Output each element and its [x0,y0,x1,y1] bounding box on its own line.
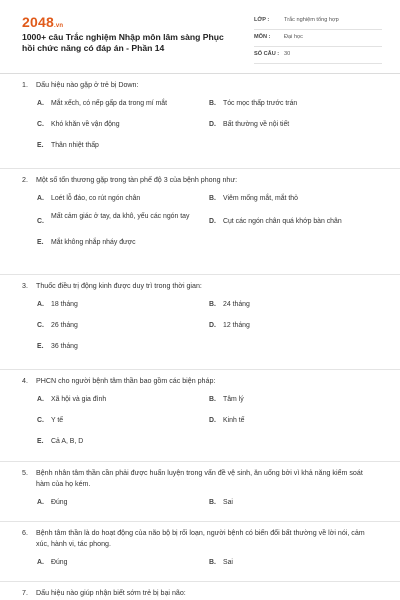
question-2 [0,169,400,275]
option-a[interactable] [37,99,209,109]
document-title: 1000+ câu Trắc nghiệm Nhập môn lâm sàng Phục hồi chức năng có đáp án - Phần 14 [22,32,224,53]
option-text: 24 tháng [223,301,250,308]
question-number: 7. [22,589,28,597]
question-stem: Một số tổn thương gặp trong tàn phế độ 3 của bệnh phong như: [36,176,238,184]
option-d[interactable] [209,120,381,130]
question-stem: Bệnh nhân tâm thần cần phải được huấn luyện trong vấn đề vệ sinh, ăn uống bởi vì khả năng kiểm soát hàm của họ kém. [36,469,363,488]
option-a[interactable] [37,498,209,508]
question-number: 2. [22,176,28,184]
option-e[interactable] [37,141,209,151]
meta-label: LỚP : [254,17,270,23]
site-logo[interactable] [22,14,63,30]
meta-row-class [254,14,382,30]
meta-label: MÔN : [254,34,271,40]
option-letter: D. [209,121,216,128]
option-grid [22,395,386,458]
question-6 [0,522,400,582]
option-b[interactable] [209,194,381,204]
option-letter: B. [209,195,216,202]
question-1 [0,74,400,169]
question-stem: Dấu hiệu nào giúp nhận biết sớm trẻ bị bại não: [36,589,186,597]
option-c[interactable] [37,212,209,227]
option-text: Mất cảm giác ở tay, da khô, yếu các ngón tay [51,213,190,220]
option-letter: A. [37,396,44,403]
option-letter: A. [37,559,44,566]
meta-value: 30 [284,51,291,57]
option-letter: C. [37,322,44,329]
option-a[interactable] [37,558,209,568]
question-5 [0,462,400,522]
option-text: Viêm mống mắt, mắt thỏ [223,195,298,202]
option-e[interactable] [37,437,209,447]
option-text: Khó khăn về vận động [51,121,120,128]
document-meta [254,14,382,65]
option-a[interactable] [37,300,209,310]
option-text: Xã hội và gia đình [51,396,107,403]
option-letter: A. [37,195,44,202]
option-text: Kinh tế [223,417,245,424]
meta-value: Đại học [284,34,303,40]
option-text: Loét lỗ đáo, co rút ngón chân [51,195,141,202]
option-e[interactable] [37,238,209,248]
option-grid [22,498,386,519]
option-letter: D. [209,417,216,424]
option-text: Y tế [51,417,64,424]
meta-row-count [254,48,382,64]
option-d[interactable] [209,321,381,331]
question-4 [0,370,400,462]
question-text [22,588,386,599]
option-text: 36 tháng [51,343,78,350]
question-number: 3. [22,282,28,290]
question-number: 5. [22,469,28,477]
option-letter: B. [209,301,216,308]
question-text [22,80,386,91]
option-letter: C. [37,218,44,225]
option-grid [22,558,386,579]
question-text [22,175,386,186]
option-text: 12 tháng [223,322,250,329]
meta-value: Trắc nghiệm tổng hợp [284,17,339,23]
option-b[interactable] [209,395,381,405]
option-c[interactable] [37,416,209,426]
question-list [0,74,400,600]
option-letter: B. [209,559,216,566]
document-header [0,0,400,68]
question-7 [0,582,400,600]
option-b[interactable] [209,300,381,310]
option-grid [22,99,386,162]
question-3 [0,275,400,370]
option-text: Sai [223,559,233,566]
question-stem: Dấu hiệu nào gặp ở trẻ bị Down: [36,81,139,89]
option-e[interactable] [37,342,209,352]
option-text: Thân nhiệt thấp [51,142,99,149]
question-number: 4. [22,377,28,385]
question-number: 6. [22,529,28,537]
meta-row-subject [254,31,382,47]
option-letter: B. [209,396,216,403]
option-a[interactable] [37,194,209,204]
option-text: Cả A, B, D [51,438,84,445]
option-letter: D. [209,322,216,329]
option-letter: E. [37,438,44,445]
option-text: Tâm lý [223,396,244,403]
option-text: Bất thường về nội tiết [223,121,290,128]
option-b[interactable] [209,558,381,568]
option-grid [22,194,386,259]
logo-main: 2048 [22,14,54,30]
question-stem: Thuốc điều trị động kinh được duy trì trong thời gian: [36,282,202,290]
option-c[interactable] [37,321,209,331]
option-letter: C. [37,121,44,128]
option-b[interactable] [209,99,381,109]
option-letter: A. [37,100,44,107]
option-text: Đúng [51,559,68,566]
option-letter: C. [37,417,44,424]
option-letter: B. [209,100,216,107]
question-number: 1. [22,81,28,89]
option-letter: B. [209,499,216,506]
option-text: Sai [223,499,233,506]
question-stem: PHCN cho người bệnh tâm thần bao gồm các biện pháp: [36,377,216,385]
option-a[interactable] [37,395,209,405]
logo-suffix: .vn [53,23,64,29]
option-text: Tóc mọc thấp trước trán [223,100,298,107]
option-letter: E. [37,343,44,350]
option-text: Mắt xếch, có nếp gấp da trong mí mắt [51,100,168,107]
option-letter: A. [37,301,44,308]
option-c[interactable] [37,120,209,130]
option-text: Cụt các ngón chân quá khớp bàn chân [223,218,342,225]
option-text: 26 tháng [51,322,78,329]
option-text: Mắt không nhắp nháy được [51,239,136,246]
question-stem: Bệnh tâm thần là do hoạt động của não bộ bị rối loạn, người bệnh có biến đổi bất thường về lời nói, cảm xúc, hành vi, tác phong. [36,529,365,548]
question-text [22,376,386,387]
meta-label: SỐ CÂU : [254,51,280,57]
question-text [22,468,386,490]
option-d[interactable] [209,215,381,227]
option-d[interactable] [209,416,381,426]
option-letter: E. [37,142,44,149]
option-text: Đúng [51,499,68,506]
option-letter: A. [37,499,44,506]
question-text [22,281,386,292]
question-text [22,528,386,550]
option-b[interactable] [209,498,381,508]
option-letter: D. [209,218,216,225]
option-text: 18 tháng [51,301,78,308]
option-grid [22,300,386,363]
option-letter: E. [37,239,44,246]
